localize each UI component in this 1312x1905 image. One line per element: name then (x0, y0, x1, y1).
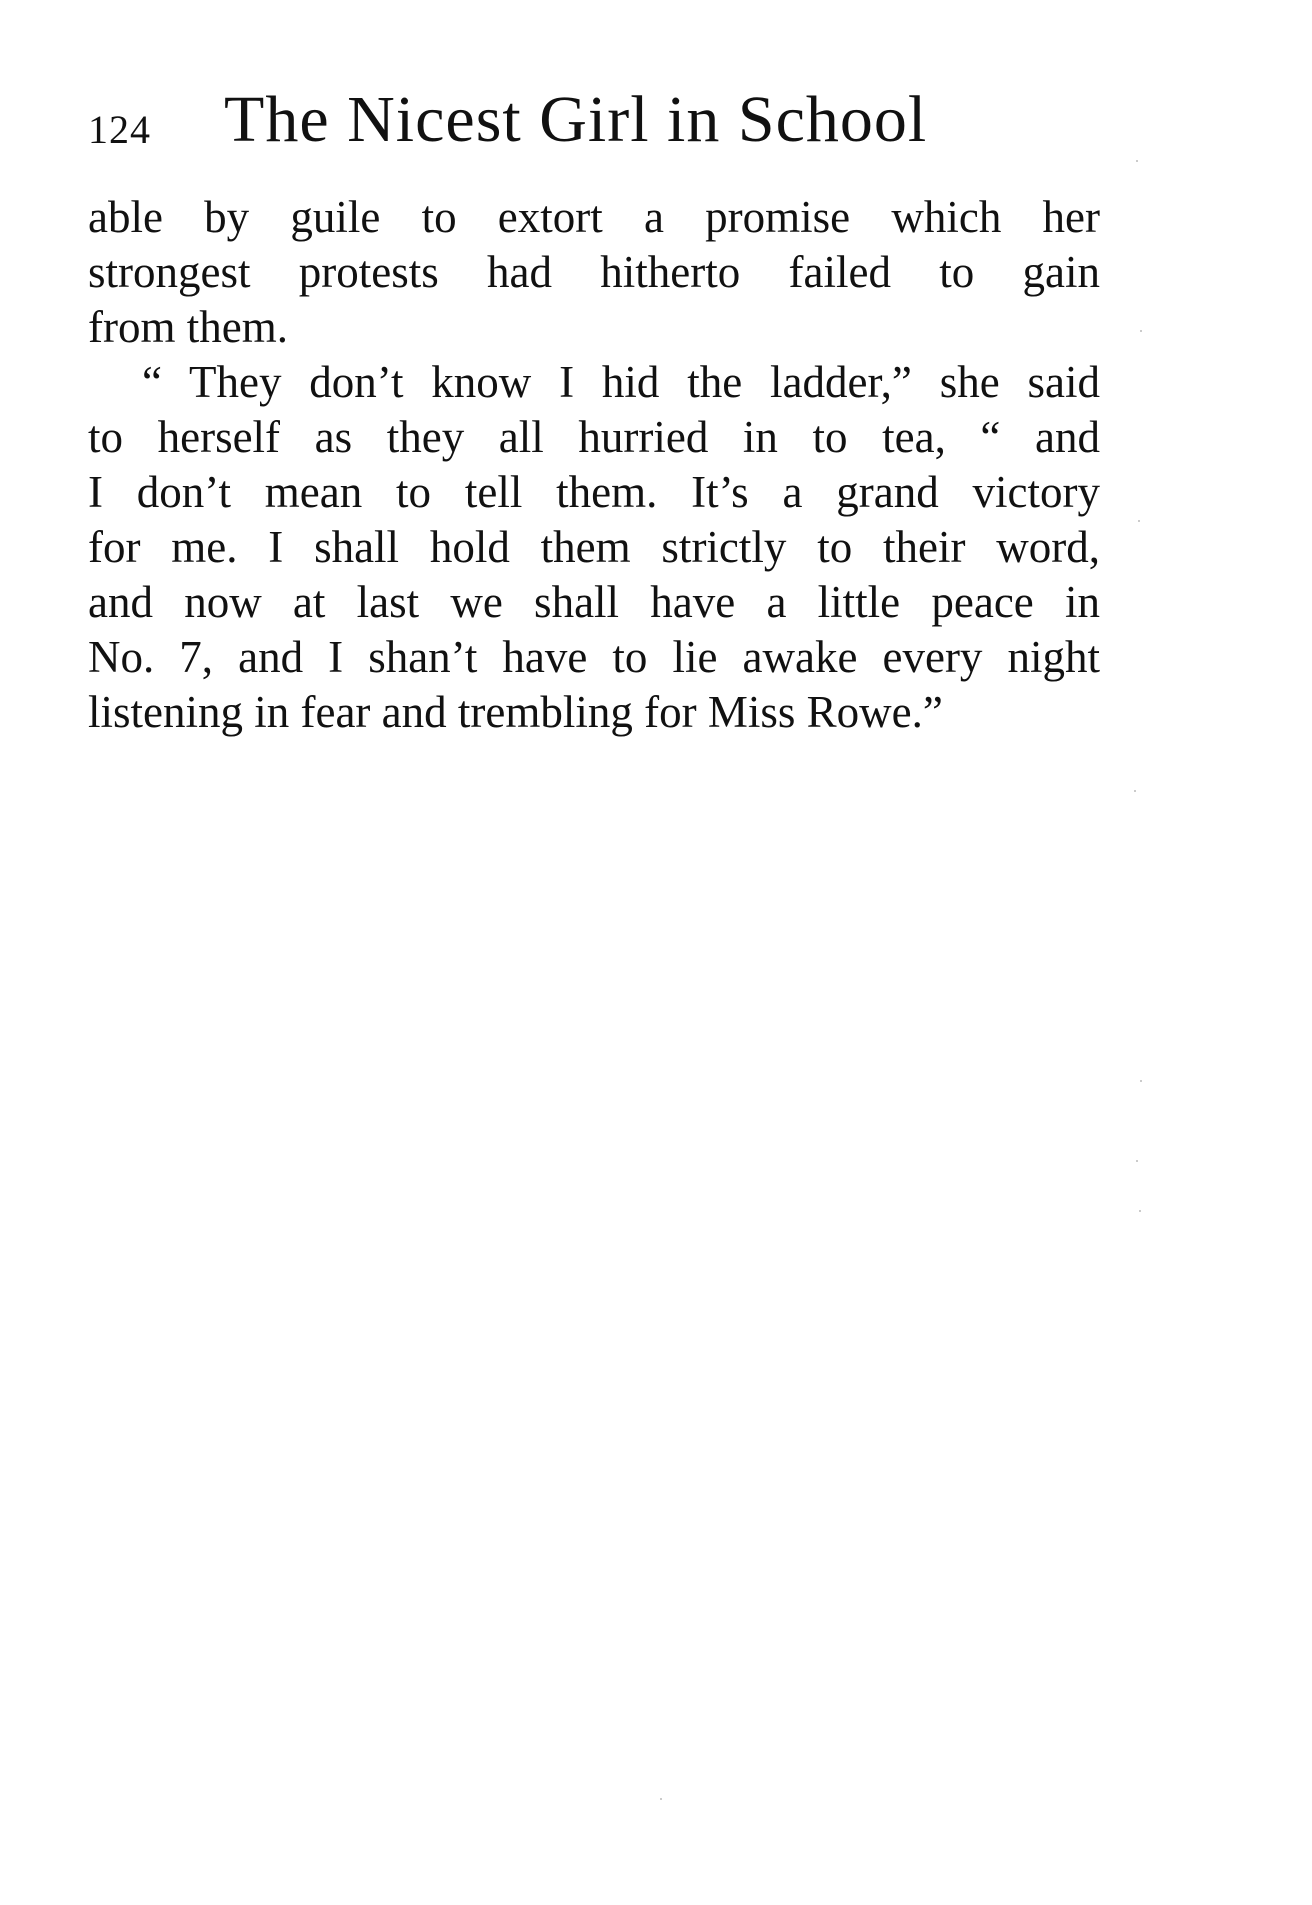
text-line: strongest protests had hitherto failed to gain (88, 247, 1100, 297)
scan-speck (1134, 790, 1136, 792)
text-line: from them. (88, 302, 288, 352)
text-line: to herself as they all hurried in to tea, “ and (88, 412, 1100, 462)
text-line: No. 7, and I shan’t have to lie awake every night (88, 632, 1100, 682)
scan-speck (660, 1798, 662, 1800)
page-number: 124 (88, 107, 151, 152)
scan-speck (1136, 1160, 1138, 1162)
running-title: The Nicest Girl in School (224, 83, 928, 156)
text-line: for me. I shall hold them strictly to their word, (88, 522, 1100, 572)
text-line: listening in fear and trembling for Miss Rowe.” (88, 687, 943, 737)
scan-speck (1138, 520, 1140, 522)
scan-speck (1139, 1210, 1141, 1212)
body-text (88, 190, 1100, 740)
text-line: and now at last we shall have a little peace in (88, 577, 1100, 627)
text-line: “ They don’t know I hid the ladder,” she said (142, 357, 1100, 407)
scan-speck (1140, 1080, 1142, 1082)
scan-speck (1136, 160, 1138, 162)
page-header (88, 82, 1098, 162)
scan-speck (1140, 330, 1142, 332)
text-line: able by guile to extort a promise which her (88, 192, 1100, 242)
text-line: I don’t mean to tell them. It’s a grand victory (88, 467, 1100, 517)
